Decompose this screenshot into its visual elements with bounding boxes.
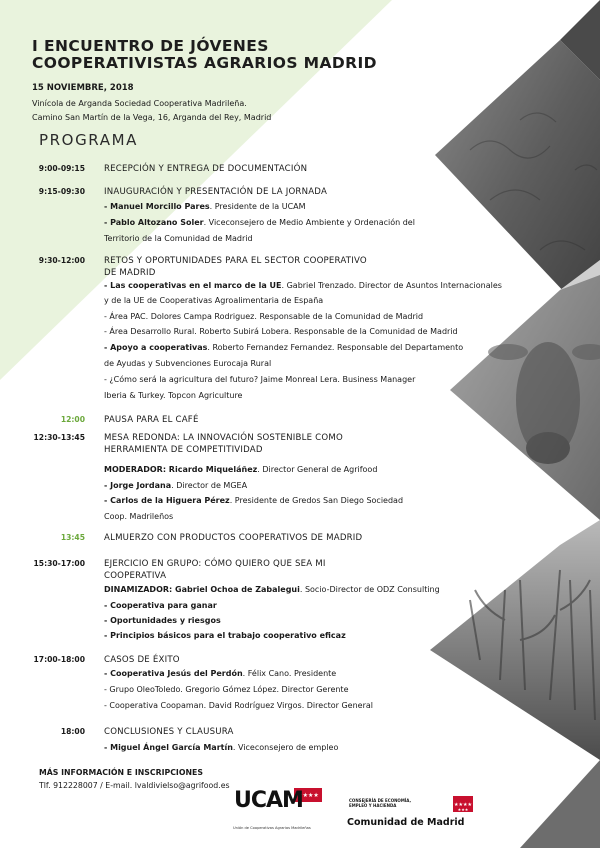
session-detail — [104, 358, 271, 370]
speaker-role: . Félix Cano. Presidente — [242, 669, 337, 678]
schedule-time: 15:30-17:00 — [33, 559, 85, 568]
speaker-role: Territorio de la Comunidad de Madrid — [104, 234, 253, 243]
speaker-name: - Pablo Altozano Soler — [104, 218, 204, 227]
info-heading: MÁS INFORMACIÓN E INSCRIPCIONES — [39, 768, 203, 777]
session-detail — [104, 201, 306, 213]
session-title: COOPERATIVA — [104, 571, 167, 581]
speaker-name: - Miguel Ángel García Martín — [104, 743, 233, 752]
schedule-time: 13:45 — [60, 533, 85, 542]
session-title: RECEPCIÓN Y ENTREGA DE DOCUMENTACIÓN — [104, 164, 308, 174]
speaker-name: - Principios básicos para el trabajo cooperativo eficaz — [104, 631, 346, 640]
event-title — [32, 38, 377, 72]
ucam-wordmark: UCAM — [234, 788, 303, 813]
session-detail — [104, 480, 247, 492]
speaker-role: . Viceconsejero de Medio Ambiente y Ordenación del — [203, 218, 415, 227]
schedule-time: 9:00-09:15 — [38, 164, 85, 173]
speaker-name: - Cooperativa para ganar — [104, 601, 217, 610]
speaker-role: . Roberto Fernandez Fernandez. Responsable del Departamento — [207, 343, 464, 352]
session-title: ALMUERZO CON PRODUCTOS COOPERATIVOS DE MADRID — [104, 533, 363, 543]
speaker-name: DINAMIZADOR: Gabriel Ochoa de Zabalegui — [104, 585, 300, 594]
venue-line-2: Camino San Martín de la Vega, 16, Arganda del Rey, Madrid — [32, 113, 272, 122]
speaker-role: - Cooperativa Coopaman. David Rodríguez Virgos. Director General — [104, 701, 373, 710]
speaker-name: - Cooperativa Jesús del Perdón — [104, 669, 243, 678]
speaker-role: Iberia & Turkey. Topcon Agriculture — [104, 391, 243, 400]
ucam-logo — [232, 786, 324, 834]
session-title: DE MADRID — [104, 268, 156, 278]
schedule-time: 12:00 — [60, 415, 85, 424]
speaker-role: - ¿Cómo será la agricultura del futuro? Jaime Monreal Lera. Business Manager — [104, 375, 416, 384]
session-title: MESA REDONDA: LA INNOVACIÓN SOSTENIBLE COMO — [104, 433, 343, 443]
session-title: RETOS Y OPORTUNIDADES PARA EL SECTOR COOPERATIVO — [104, 256, 367, 266]
session-title: PAUSA PARA EL CAFÉ — [104, 415, 199, 425]
cm-small-line-1: CONSEJERÍA DE ECONOMÍA, — [349, 798, 411, 803]
speaker-role: . Gabriel Trenzado. Director de Asuntos Internacionales — [281, 281, 502, 290]
comunidad-madrid-logo — [347, 796, 477, 836]
session-title: CASOS DE ÉXITO — [104, 655, 180, 665]
session-detail — [104, 390, 242, 402]
speaker-role: . Socio-Director de ODZ Consulting — [299, 585, 440, 594]
session-detail — [104, 326, 458, 338]
session-title: EJERCICIO EN GRUPO: CÓMO QUIERO QUE SEA MI — [104, 559, 326, 569]
svg-text:★★★★: ★★★★ — [454, 802, 472, 808]
speaker-name: - Las cooperativas en el marco de la UE — [104, 281, 282, 290]
programa-heading: PROGRAMA — [39, 131, 138, 149]
session-title: INAUGURACIÓN Y PRESENTACIÓN DE LA JORNADA — [104, 187, 328, 197]
session-title: CONCLUSIONES Y CLAUSURA — [104, 727, 234, 737]
speaker-role: . Viceconsejero de empleo — [232, 743, 339, 752]
session-detail — [104, 668, 336, 680]
speaker-role: - Área Desarrollo Rural. Roberto Subirá Lobera. Responsable de la Comunidad de Madrid — [104, 327, 458, 336]
speaker-role: . Presidente de la UCAM — [209, 202, 306, 211]
session-detail — [104, 342, 463, 354]
session-detail — [104, 630, 346, 642]
title-line-1: I ENCUENTRO DE JÓVENES — [32, 37, 269, 55]
field-photo-bottom — [520, 760, 600, 848]
session-detail — [104, 495, 403, 507]
session-detail — [104, 600, 217, 612]
speaker-role: . Presidente de Gredos San Diego Sociedad — [229, 496, 404, 505]
speaker-role: Coop. Madrileños — [104, 512, 174, 521]
speaker-name: - Carlos de la Higuera Pérez — [104, 496, 230, 505]
speaker-role: y de la UE de Cooperativas Agroalimentaria de España — [104, 296, 324, 305]
cm-consejeria — [349, 798, 411, 808]
schedule-time: 9:30-12:00 — [38, 256, 85, 265]
schedule-time: 17:00-18:00 — [33, 655, 85, 664]
schedule-time: 12:30-13:45 — [33, 433, 85, 442]
session-detail — [104, 700, 373, 712]
session-detail — [104, 280, 502, 292]
schedule-time: 9:15-09:30 — [38, 187, 85, 196]
svg-text:★★★★: ★★★★ — [297, 792, 319, 799]
speaker-role: de Ayudas y Subvenciones Eurocaja Rural — [104, 359, 272, 368]
session-detail — [104, 311, 423, 323]
session-title: HERRAMIENTA DE COMPETITIVIDAD — [104, 445, 263, 455]
event-venue — [32, 97, 271, 125]
session-detail — [104, 233, 253, 245]
madrid-flag-icon — [453, 796, 473, 812]
session-detail — [104, 742, 338, 754]
speaker-name: MODERADOR: Ricardo Miqueláñez — [104, 465, 258, 474]
speaker-role: . Director de MGEA — [171, 481, 248, 490]
venue-line-1: Vinícola de Arganda Sociedad Cooperativa Madrileña. — [32, 99, 247, 108]
session-detail — [104, 511, 173, 523]
ucam-subtitle: Unión de Cooperativas Agrarias Madrileñas — [233, 826, 311, 830]
cm-small-line-2: EMPLEO Y HACIENDA — [349, 803, 397, 808]
session-detail — [104, 584, 440, 596]
session-detail — [104, 217, 415, 229]
speaker-role: - Área PAC. Dolores Campa Rodriguez. Responsable de la Comunidad de Madrid — [104, 312, 424, 321]
session-detail — [104, 684, 349, 696]
speaker-name: - Manuel Morcillo Pares — [104, 202, 210, 211]
speaker-role: . Director General de Agrifood — [257, 465, 378, 474]
schedule-time: 18:00 — [60, 727, 85, 736]
cm-name: Comunidad de Madrid — [347, 817, 465, 828]
speaker-name: - Jorge Jordana — [104, 481, 172, 490]
title-line-2: COOPERATIVISTAS AGRARIOS MADRID — [32, 54, 377, 72]
session-detail — [104, 295, 323, 307]
event-date: 15 NOVIEMBRE, 2018 — [32, 83, 134, 93]
speaker-name: - Apoyo a cooperativas — [104, 343, 208, 352]
session-detail — [104, 615, 221, 627]
svg-text:★★★: ★★★ — [457, 807, 469, 812]
session-detail — [104, 464, 377, 476]
session-detail — [104, 374, 415, 386]
speaker-role: - Grupo OleoToledo. Gregorio Gómez López. Director Gerente — [104, 685, 349, 694]
corn-photo — [430, 520, 600, 760]
speaker-name: - Oportunidades y riesgos — [104, 616, 221, 625]
contact-line: Tlf. 912228007 / E-mail. lvaldivielso@agrifood.es — [39, 781, 230, 790]
